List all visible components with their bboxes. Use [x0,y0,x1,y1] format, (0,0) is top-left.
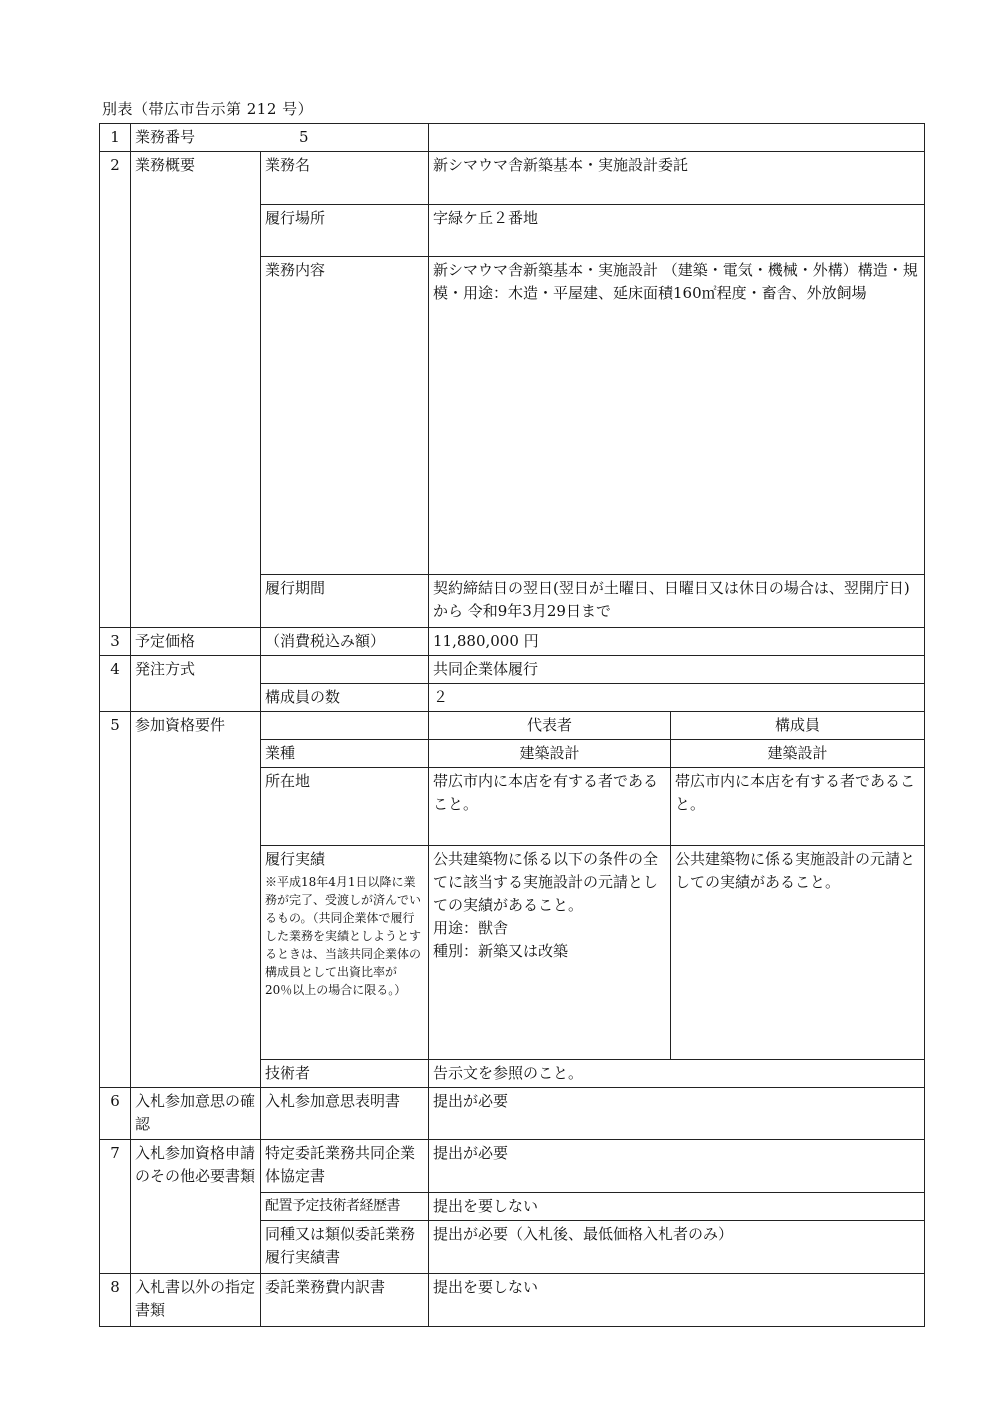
field-label: 業務内容 [261,257,429,575]
row-2-period [100,575,925,628]
document-caption: 別表（帯広市告示第 212 号） [102,100,314,118]
row-2-place [100,205,925,257]
row-7-engineer-history [100,1193,925,1221]
industry-member: 建築設計 [671,740,925,768]
order-method-value: 共同企業体履行 [429,656,925,684]
document-requirement: 提出が必要 [429,1140,925,1193]
empty-cell [429,124,925,152]
document-requirement: 提出が必要（入札後、最低価格入札者のみ） [429,1221,925,1274]
price-value: 11,880,000 円 [429,628,925,656]
column-header-representative: 代表者 [429,712,671,740]
row-label: 業務番号 [135,128,196,146]
row-number: 6 [100,1088,131,1140]
row-5-record [100,846,925,1060]
field-label: 業務名 [261,152,429,205]
row-4-method [100,656,925,684]
row-6 [100,1088,925,1140]
field-label: 構成員の数 [261,684,429,712]
row-number: 4 [100,656,131,684]
row-label: 入札書以外の指定書類 [131,1274,261,1327]
row-2-name [100,152,925,205]
period-value: 契約締結日の翌日(翌日が土曜日、日曜日又は休日の場合は、翌開庁日)から 令和9年3月29日まで [429,575,925,628]
price-note: （消費税込み額） [261,628,429,656]
field-label: 所在地 [261,768,429,846]
document-name: 同種又は類似委託業務履行実績書 [261,1221,429,1274]
record-representative-kind: 種別：新築又は改築 [433,942,569,960]
row-number: 5 [100,712,131,740]
row-label: 参加資格要件 [131,712,261,740]
record-note: ※平成18年4月1日以降に業務が完了、受渡しが済んでいるもの。（共同企業体で履行した業務を実績としようとするときは、当該共同企業体の構成員として出資比率が20％以上の場合に限る。） [265,875,422,997]
column-header-member: 構成員 [671,712,925,740]
row-label: 予定価格 [131,628,261,656]
document-name: 委託業務費内訳書 [261,1274,429,1327]
engineer-value: 告示文を参照のこと。 [429,1060,925,1088]
row-5-engineer [100,1060,925,1088]
document-name: 特定委託業務共同企業体協定書 [261,1140,429,1193]
row-label: 業務概要 [131,152,261,205]
row-number: 1 [100,124,131,152]
row-number: 3 [100,628,131,656]
business-name-value: 新シマウマ舎新築基本・実施設計委託 [429,152,925,205]
location-member: 帯広市内に本店を有する者であること。 [671,768,925,846]
document-requirement: 提出を要しない [429,1193,925,1221]
row-1 [100,124,925,152]
row-7-record [100,1221,925,1274]
record-representative [429,846,671,1060]
row-number: 8 [100,1274,131,1327]
row-4-members [100,684,925,712]
content-value: 新シマウマ舎新築基本・実施設計 （建築・電気・機械・外構）構造・規模・用途：木造・平屋建、延床面積160㎡程度・畜舎、外放飼場 [429,257,925,575]
record-cell [261,846,429,1060]
field-label: 業種 [261,740,429,768]
row-2-content [100,257,925,575]
row-5-header [100,712,925,740]
location-representative: 帯広市内に本店を有する者であること。 [429,768,671,846]
place-value: 字緑ケ丘２番地 [429,205,925,257]
field-label: 履行期間 [261,575,429,628]
field-label: 履行実績 [265,850,326,868]
record-representative-use: 用途：獣舎 [433,919,509,937]
specification-table [99,123,925,1327]
row-label: 入札参加意思の確認 [131,1088,261,1140]
members-value: ２ [429,684,925,712]
document-name: 配置予定技術者経歴書 [261,1193,429,1221]
industry-representative: 建築設計 [429,740,671,768]
row-number: 7 [100,1140,131,1193]
row-7-agreement [100,1140,925,1193]
document-requirement: 提出が必要 [429,1088,925,1140]
row-5-location [100,768,925,846]
row-label: 入札参加資格申請のその他必要書類 [131,1140,261,1193]
business-number-value: 5 [299,128,309,146]
row-3 [100,628,925,656]
row-number: 2 [100,152,131,205]
document-requirement: 提出を要しない [429,1274,925,1327]
document-name: 入札参加意思表明書 [261,1088,429,1140]
field-label: 技術者 [261,1060,429,1088]
field-label: 履行場所 [261,205,429,257]
record-member: 公共建築物に係る実施設計の元請としての実績があること。 [671,846,925,1060]
record-representative-text: 公共建築物に係る以下の条件の全てに該当する実施設計の元請としての実績があること。 [433,850,659,914]
row-8 [100,1274,925,1327]
row-5-industry [100,740,925,768]
business-number-cell [131,124,429,152]
row-label: 発注方式 [131,656,261,684]
